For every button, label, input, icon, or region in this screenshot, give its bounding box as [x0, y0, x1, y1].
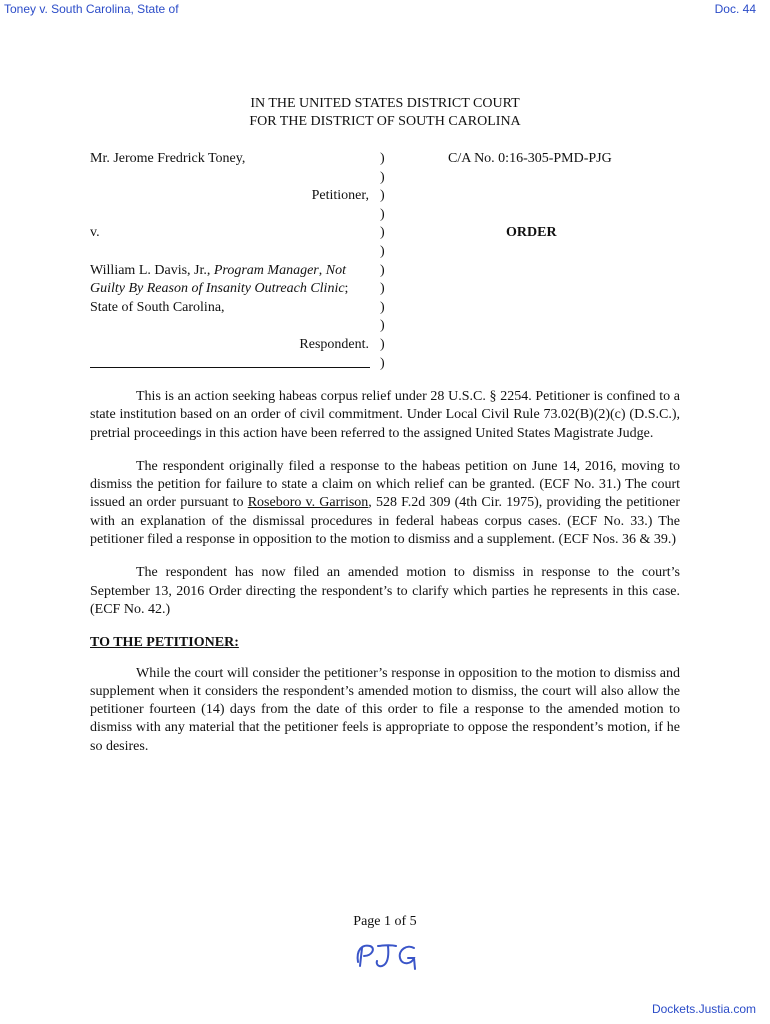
paragraph-3: The respondent has now filed an amended motion to dismiss in response to the court’s September 13, 2016 Order directing the respondent’s to clarify which parties he represents in this case. (ECF No. 42.) — [90, 565, 680, 617]
order-body — [90, 388, 680, 771]
document-type: ORDER — [506, 225, 557, 240]
paragraph-4: While the court will consider the petitioner’s response in opposition to the motion to dismiss and supplement when it considers the respondent’s amended motion to dismiss, the court will also allow the petitioner fourteen (14) days from the date of this order to file a response to the amended motion to dismiss with any material that the petitioner feels is appropriate to oppose the respondent’s motion, if he so desires. — [90, 665, 680, 754]
petitioner-name: Mr. Jerome Fredrick Toney, — [90, 151, 246, 166]
case-title-link[interactable]: Toney v. South Carolina, State of — [4, 2, 179, 16]
section-heading: TO THE PETITIONER: — [90, 635, 239, 651]
versus: v. — [90, 225, 100, 241]
respondent-line-1: William L. Davis, Jr., Program Manager, Not — [90, 262, 346, 278]
paragraph-2: The respondent originally filed a response to the habeas petition on June 14, 2016, moving to dismiss the petition for failure to state a claim on which relief can be granted. (ECF No. 31.) The court issued an order pursuant to Roseboro v. Garrison, 528 F.2d 309 (4th Cir. 1975), providing the petitioner with an explanation of the dismissal procedures in federal habeas corpus cases. (ECF No. 33.) The petitioner filed a response in opposition to the motion to dismiss and a supplement. (ECF Nos. 36 & 39.) — [90, 458, 680, 548]
caption-right — [448, 150, 688, 240]
case-citation: Roseboro v. Garrison — [247, 495, 369, 511]
court-heading — [0, 95, 770, 131]
case-number: C/A No. 0:16-305-PMD-PJG — [448, 151, 612, 166]
paragraph-1: This is an action seeking habeas corpus relief under 28 U.S.C. § 2254. Petitioner is confined to a state institution based on an order of civil commitment. Under Local Civil Rule 73.02(B)(2)(c) (D.S.C.), pretrial proceedings in this action have been referred to the assigned United States Magistrate Judge. — [90, 389, 680, 441]
court-line-2: FOR THE DISTRICT OF SOUTH CAROLINA — [249, 114, 521, 129]
respondent-label: Respondent. — [299, 336, 369, 352]
caption-parentheses: ) ) ) ) ) ) ) ) ) ) ) ) — [380, 151, 385, 371]
doc-number-link[interactable]: Doc. 44 — [714, 2, 756, 16]
top-bar — [0, 0, 770, 20]
source-link[interactable]: Dockets.Justia.com — [651, 1002, 756, 1016]
page-number: Page 1 of 5 — [353, 914, 417, 929]
caption-parties — [90, 150, 375, 368]
caption-underline — [90, 355, 370, 368]
respondent-line-3: State of South Carolina, — [90, 299, 225, 315]
handwritten-initials — [352, 936, 422, 972]
respondent-line-2: Guilty By Reason of Insanity Outreach Clinic; — [90, 281, 349, 297]
petitioner-label: Petitioner, — [311, 188, 369, 204]
court-line-1: IN THE UNITED STATES DISTRICT COURT — [250, 96, 520, 111]
